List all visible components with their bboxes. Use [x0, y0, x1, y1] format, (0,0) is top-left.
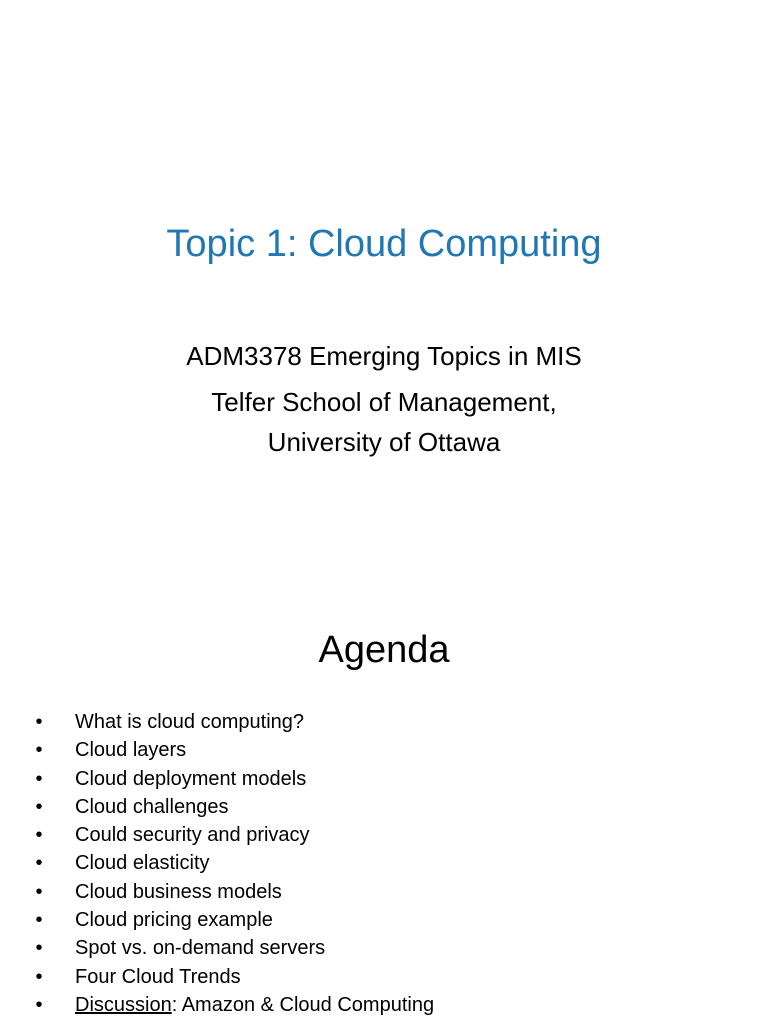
agenda-item-text: Spot vs. on-demand servers	[75, 937, 326, 960]
agenda-title: Agenda	[318, 629, 450, 671]
agenda-item-text: Cloud business models	[75, 880, 282, 903]
agenda-list	[32, 708, 434, 1019]
bullet-dot-icon: •	[35, 852, 43, 875]
agenda-item-text: What is cloud computing?	[75, 711, 305, 733]
agenda-item	[32, 821, 434, 849]
agenda-item	[32, 793, 434, 821]
agenda-item	[32, 765, 434, 793]
agenda-item-text: Cloud pricing example	[75, 909, 273, 932]
agenda-slide	[0, 560, 768, 1024]
agenda-item-text: Cloud challenges	[75, 795, 229, 818]
bullet-dot-icon: •	[35, 880, 43, 903]
course-name: ADM3378 Emerging Topics in MIS	[186, 341, 582, 371]
agenda-item	[32, 736, 434, 764]
agenda-item-text: Cloud layers	[75, 739, 187, 762]
university-name: University of Ottawa	[267, 427, 501, 457]
agenda-item-text: Four Cloud Trends	[75, 965, 241, 988]
subtitle-block	[0, 334, 768, 462]
agenda-item	[32, 906, 434, 934]
agenda-item-text: Cloud deployment models	[75, 767, 307, 790]
discussion-topic: : Amazon & Cloud Computing	[171, 993, 435, 1016]
bullet-dot-icon: •	[35, 909, 43, 932]
school-name: Telfer School of Management,	[211, 387, 557, 417]
agenda-item-discussion	[32, 991, 434, 1019]
bullet-dot-icon: •	[35, 993, 43, 1016]
bullet-dot-icon: •	[35, 965, 43, 988]
agenda-item	[32, 934, 434, 962]
bullet-dot-icon: •	[35, 739, 43, 762]
agenda-item	[32, 849, 434, 877]
discussion-label: Discussion	[75, 993, 172, 1016]
agenda-item-text: Cloud elasticity	[75, 852, 210, 875]
bullet-dot-icon: •	[35, 824, 43, 847]
agenda-item	[32, 963, 434, 991]
agenda-item-text: Could security and privacy	[75, 824, 310, 847]
bullet-dot-icon: •	[35, 937, 43, 960]
slide-title: Topic 1: Cloud Computing	[166, 223, 602, 265]
agenda-item	[32, 878, 434, 906]
bullet-dot-icon: •	[35, 711, 43, 733]
bullet-dot-icon: •	[35, 767, 43, 790]
agenda-item	[32, 708, 434, 736]
bullet-dot-icon: •	[35, 795, 43, 818]
